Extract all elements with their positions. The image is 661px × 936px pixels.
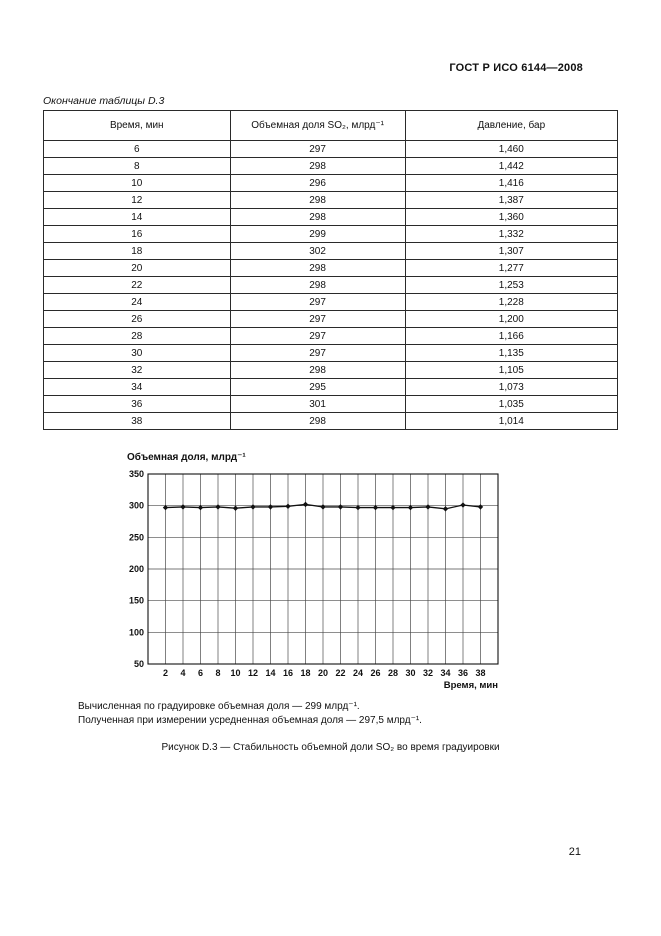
x-tick-label: 28 (387, 668, 399, 678)
data-table (43, 110, 618, 430)
notes-block (78, 700, 422, 727)
table-row (44, 175, 618, 192)
table-cell: 10 (44, 175, 231, 192)
data-point-marker (180, 504, 185, 509)
column-header-volume-fraction: Объемная доля SO₂, млрд⁻¹ (230, 111, 405, 141)
x-tick-label: 22 (335, 668, 346, 678)
data-point-marker (303, 502, 308, 507)
y-tick-label: 250 (128, 532, 144, 543)
x-tick-label: 32 (422, 668, 434, 678)
data-point-marker (478, 504, 483, 509)
table-cell: 36 (44, 396, 231, 413)
figure-caption: Рисунок D.3 — Стабильность объемной доли SO₂ во время градуировки (161, 742, 500, 753)
table-cell: 1,228 (405, 294, 617, 311)
table-cell: 30 (44, 345, 231, 362)
x-tick-label: 10 (230, 668, 241, 678)
page-number: 21 (568, 846, 581, 858)
table-cell: 1,253 (405, 277, 617, 294)
table-cell: 301 (230, 396, 405, 413)
table-row (44, 379, 618, 396)
table-cell: 1,442 (405, 158, 617, 175)
table-cell: 298 (230, 158, 405, 175)
table-cell: 18 (44, 243, 231, 260)
chart-y-axis-title: Объемная доля, млрд⁻¹ (127, 452, 246, 463)
table-cell: 1,387 (405, 192, 617, 209)
x-tick-label: 20 (317, 668, 329, 678)
data-point-marker (215, 504, 220, 509)
y-tick-label: 300 (128, 500, 144, 511)
table-cell: 6 (44, 141, 231, 158)
table-cell: 16 (44, 226, 231, 243)
y-tick-label: 350 (128, 469, 144, 479)
table-cell: 34 (44, 379, 231, 396)
x-tick-label: 2 (162, 668, 169, 678)
data-point-marker (460, 502, 465, 507)
table-cell: 298 (230, 362, 405, 379)
x-tick-label: 38 (475, 668, 486, 678)
table-cell: 32 (44, 362, 231, 379)
table-cell: 1,360 (405, 209, 617, 226)
data-point-marker (285, 504, 290, 509)
table-cell: 24 (44, 294, 231, 311)
table-caption: Окончание таблицы D.3 (43, 95, 165, 107)
note-line-calculated: Вычисленная по градуировке объемная доля — 299 млрд⁻¹. (78, 701, 360, 712)
table-cell: 1,135 (405, 345, 617, 362)
table-cell: 296 (230, 175, 405, 192)
table-cell: 298 (230, 209, 405, 226)
table-cell: 298 (230, 277, 405, 294)
x-tick-label: 24 (352, 668, 364, 678)
x-tick-label: 18 (300, 668, 311, 678)
table-cell: 297 (230, 345, 405, 362)
table-cell: 14 (44, 209, 231, 226)
table-row (44, 192, 618, 209)
table-cell: 299 (230, 226, 405, 243)
x-tick-label: 30 (405, 668, 416, 678)
document-header: ГОСТ Р ИСО 6144—2008 (449, 62, 583, 74)
x-tick-label: 26 (370, 668, 381, 678)
x-tick-label: 16 (282, 668, 294, 678)
table-cell: 26 (44, 311, 231, 328)
table-row (44, 209, 618, 226)
table-cell: 298 (230, 413, 405, 430)
table-cell: 28 (44, 328, 231, 345)
x-tick-label: 6 (197, 668, 204, 678)
y-tick-label: 50 (133, 659, 144, 669)
y-tick-label: 100 (128, 627, 144, 638)
x-tick-label: 12 (247, 668, 259, 678)
table-cell: 1,166 (405, 328, 617, 345)
table-body (44, 141, 618, 430)
table-row (44, 345, 618, 362)
table-row (44, 226, 618, 243)
table-row (44, 413, 618, 430)
table-cell: 295 (230, 379, 405, 396)
x-tick-label: 14 (265, 668, 276, 678)
x-tick-label: 4 (180, 668, 186, 678)
table-row (44, 294, 618, 311)
table-cell: 298 (230, 192, 405, 209)
table-cell: 297 (230, 328, 405, 345)
x-tick-label: 8 (215, 668, 221, 678)
column-header-pressure: Давление, бар (405, 111, 617, 141)
x-tick-label: 34 (440, 668, 451, 678)
y-tick-label: 200 (128, 564, 144, 574)
column-header-time: Время, мин (44, 111, 231, 141)
table-row (44, 277, 618, 294)
table-cell: 38 (44, 413, 231, 430)
table-header-row (44, 111, 618, 141)
table-row (44, 362, 618, 379)
note-line-measured: Полученная при измерении усредненная объемная доля — 297,5 млрд⁻¹. (78, 714, 422, 726)
table-cell: 22 (44, 277, 231, 294)
table-cell: 1,307 (405, 243, 617, 260)
table-row (44, 158, 618, 175)
table-row (44, 328, 618, 345)
table-cell: 12 (44, 192, 231, 209)
figure-chart (120, 452, 506, 698)
data-point-marker (233, 506, 238, 511)
chart-plot (120, 466, 506, 698)
table-cell: 20 (44, 260, 231, 277)
y-tick-label: 150 (128, 595, 144, 606)
table-row (44, 141, 618, 158)
table-cell: 1,105 (405, 362, 617, 379)
data-point-marker (443, 506, 448, 511)
data-point-marker (268, 504, 273, 509)
table-cell: 8 (44, 158, 231, 175)
table-row (44, 243, 618, 260)
data-point-marker (250, 504, 255, 509)
table-cell: 297 (230, 141, 405, 158)
table-row (44, 396, 618, 413)
x-tick-label: 36 (457, 668, 469, 678)
table-cell: 1,277 (405, 260, 617, 277)
table-cell: 1,073 (405, 379, 617, 396)
table-cell: 1,460 (405, 141, 617, 158)
table-cell: 297 (230, 311, 405, 328)
table-row (44, 311, 618, 328)
data-point-marker (338, 504, 343, 509)
table-cell: 1,035 (405, 396, 617, 413)
table-row (44, 260, 618, 277)
table-cell: 302 (230, 243, 405, 260)
table-header (44, 111, 618, 141)
table-cell: 297 (230, 294, 405, 311)
table-cell: 298 (230, 260, 405, 277)
table-cell: 1,200 (405, 311, 617, 328)
data-point-marker (425, 504, 430, 509)
x-axis-label: Время, мин (443, 680, 498, 691)
data-point-marker (320, 504, 325, 509)
table-cell: 1,332 (405, 226, 617, 243)
table-cell: 1,416 (405, 175, 617, 192)
table-cell: 1,014 (405, 413, 617, 430)
